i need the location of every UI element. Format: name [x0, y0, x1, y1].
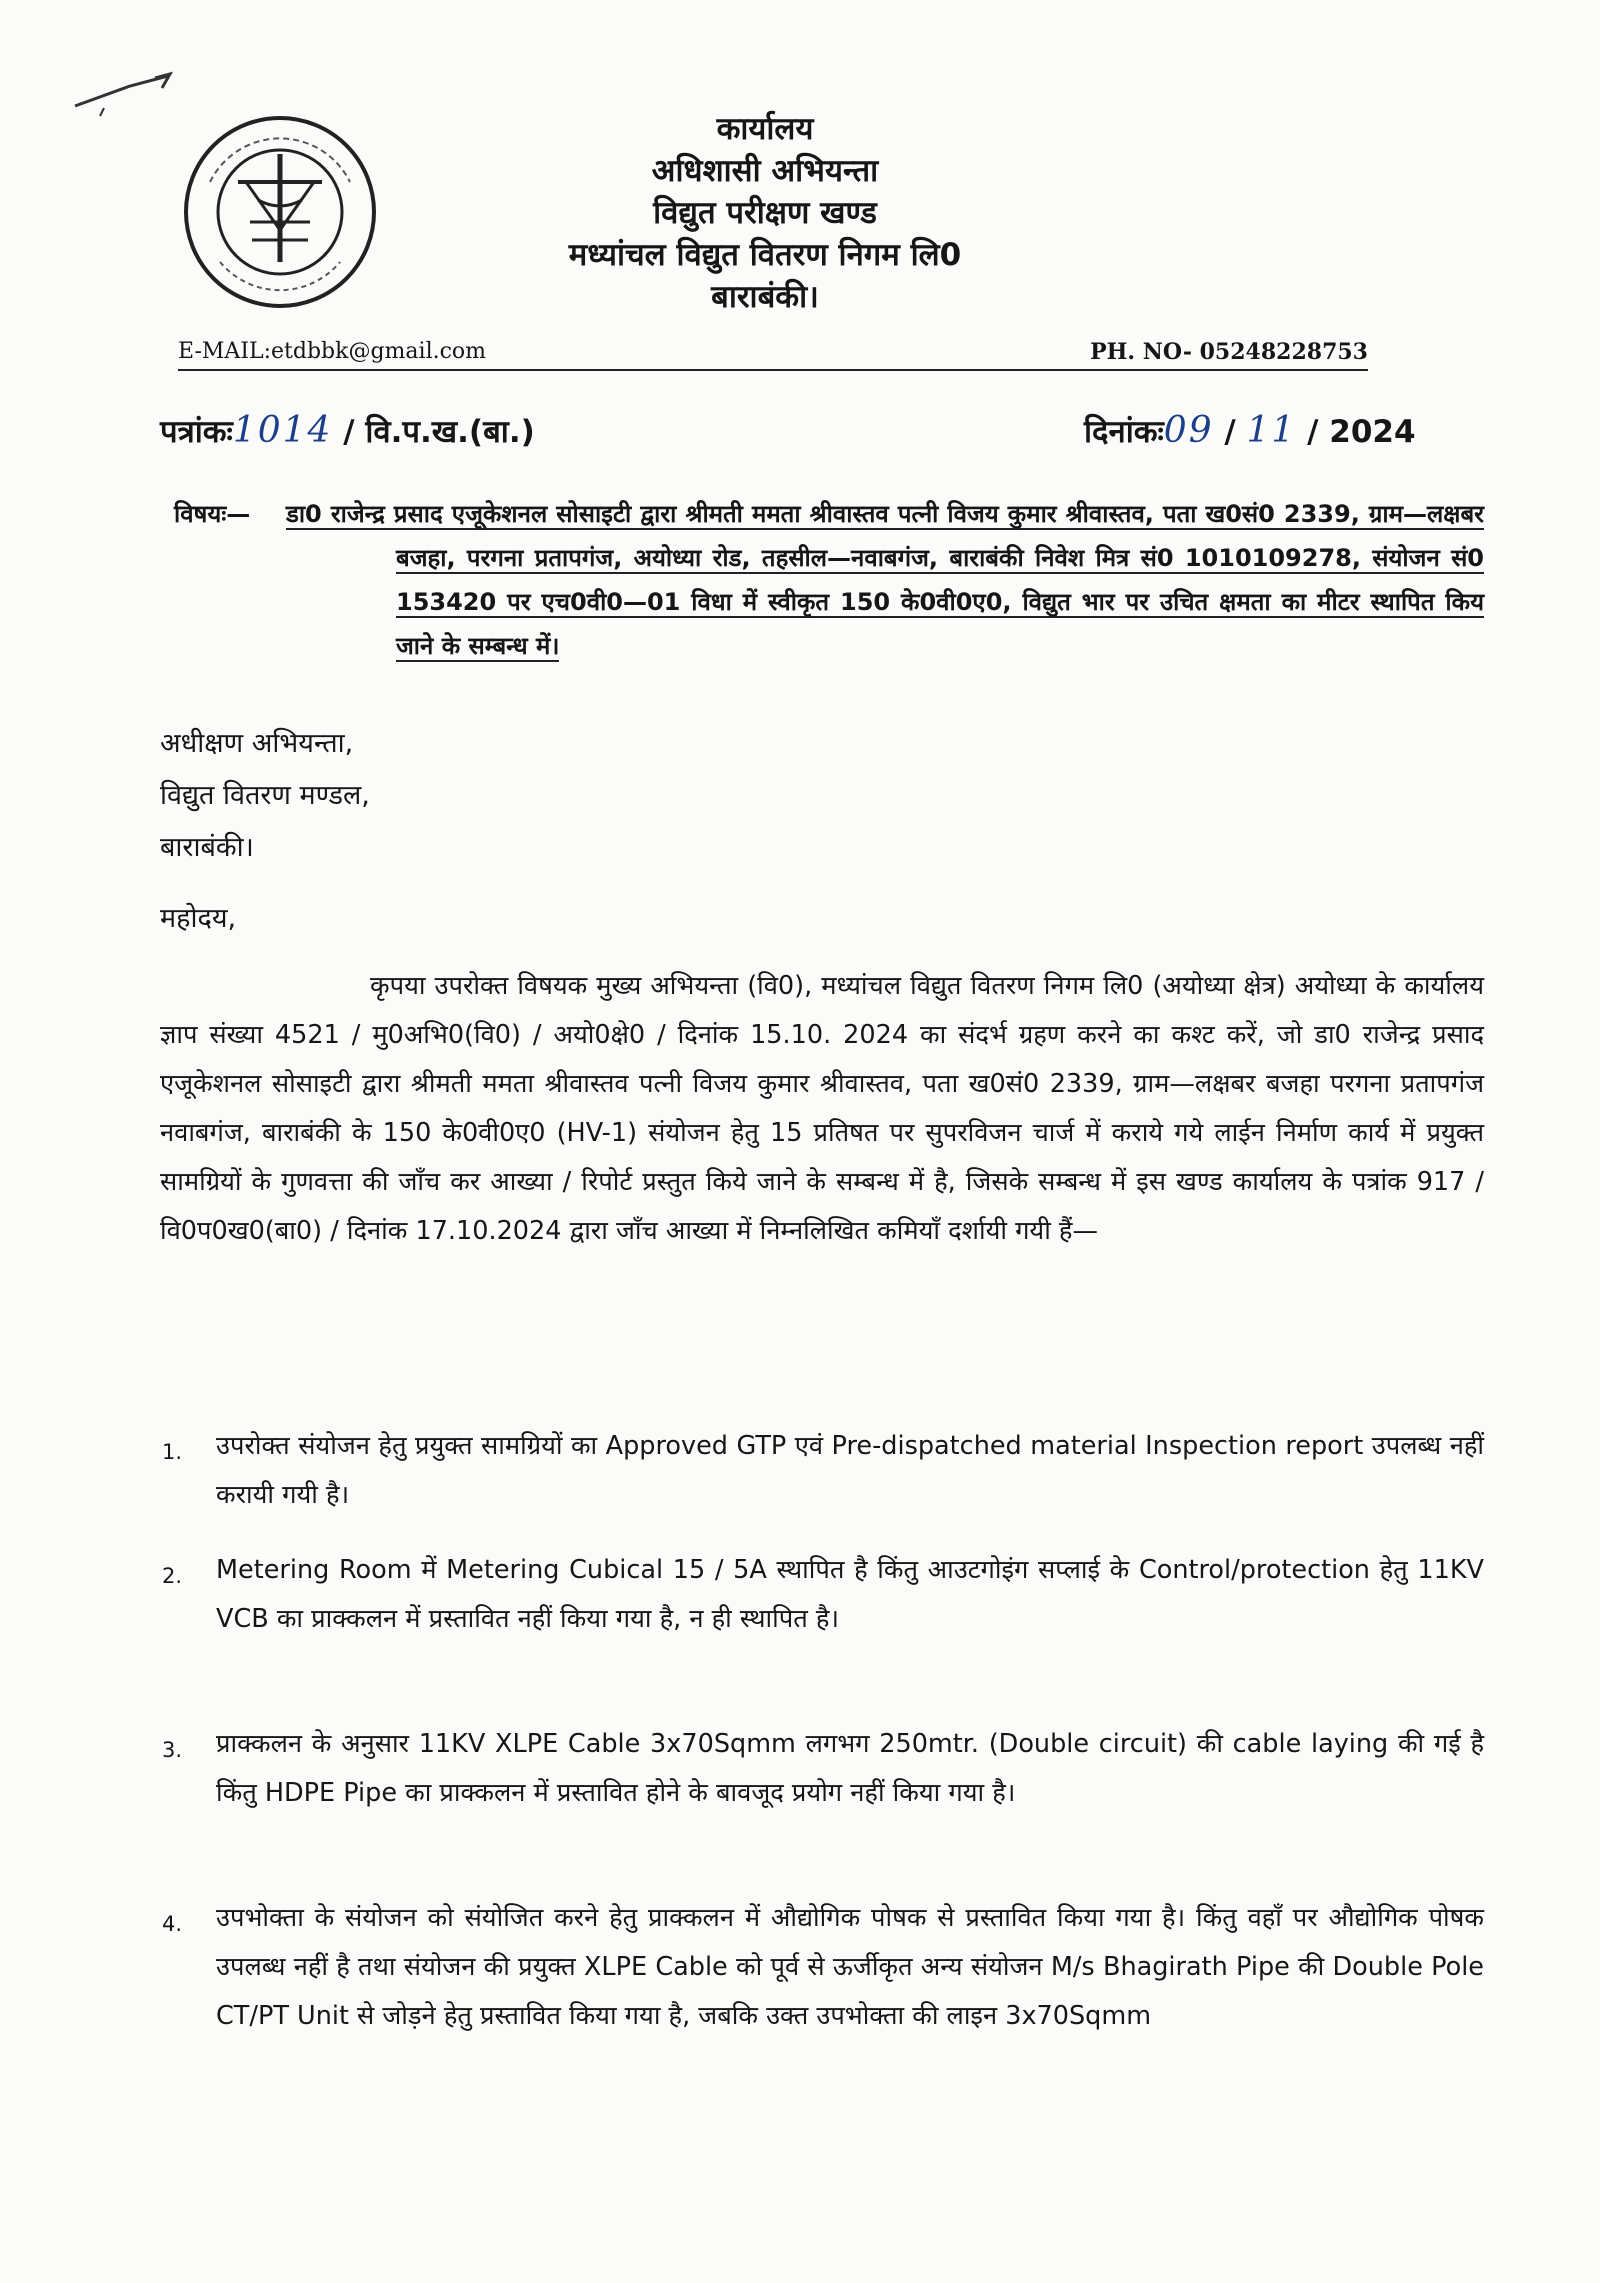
list-item-number: 4.	[162, 1912, 183, 1936]
list-item-number: 1.	[162, 1440, 183, 1464]
list-item-text: प्राक्कलन के अनुसार 11KV XLPE Cable 3x70Sqmm लगभग 250mtr. (Double circuit) की cable laying की गई है किंतु HDPE Pipe का प्राक्कलन में प्रस्तावित होने के बावजूद प्रयोग नहीं किया गया है।	[216, 1729, 1484, 1808]
body-paragraph: कृपया उपरोक्त विषयक मुख्य अभियन्ता (वि0), मध्यांचल विद्युत वितरण निगम लि0 (अयोध्या क्षेत्र) अयोध्या के कार्यालय ज्ञाप संख्या 4521 / मु0अभि0(वि0) / अयो0क्षे0 / दिनांक 15.10. 2024 का संदर्भ ग्रहण करने का कश्ट करें, जो डा0 राजेन्द्र प्रसाद एजूकेशनल सोसाइटी द्वारा श्रीमती ममता श्रीवास्तव पत्नी विजय कुमार श्रीवास्तव, पता ख0सं0 2339, ग्राम—लक्षबर बजहा परगना प्रतापगंज नवाबगंज, बाराबंकी के 150 के0वी0ए0 (HV-1) संयोजन हेतु 15 प्रतिषत पर सुपरविजन चार्ज में कराये गये लाईन निर्माण कार्य में प्रयुक्त सामग्रियों के गुणवत्ता की जाँच कर आख्या / रिपोर्ट प्रस्तुत किये जाने के सम्बन्ध में है, जिसके सम्बन्ध में इस खण्ड कार्यालय के पत्रांक 917 / वि0प0ख0(बा0) / दिनांक 17.10.2024 द्वारा जाँच आख्या में निम्नलिखित कमियाँ दर्शायी गयी हैं—	[160, 971, 1484, 1246]
addressee-line-1: अधीक्षण अभियन्ता,	[160, 728, 354, 759]
date-label: दिनांकः	[1084, 414, 1164, 450]
header-line-4: मध्यांचल विद्युत वितरण निगम लि0	[568, 237, 962, 273]
header-line-2: अधिशासी अभियन्ता	[651, 153, 879, 189]
phone-number: PH. NO- 05248228753	[1090, 339, 1368, 365]
addressee-block	[160, 718, 370, 874]
company-seal-logo	[180, 112, 380, 312]
addressee-line-3: बाराबंकी।	[160, 832, 254, 863]
list-item-number: 2.	[162, 1564, 183, 1588]
pen-mark	[70, 68, 180, 118]
header-line-1: कार्यालय	[716, 111, 814, 147]
reference-number	[160, 410, 535, 452]
salutation: महोदय,	[160, 903, 237, 934]
subject-text-content: डा0 राजेन्द्र प्रसाद एजूकेशनल सोसाइटी द्वारा श्रीमती ममता श्रीवास्तव पत्नी विजय कुमार श्रीवास्तव, पता ख0सं0 2339, ग्राम—लक्षबर बजहा, परगना प्रतापगंज, अयोध्या रोड, तहसील—नवाबगंज, बाराबंकी निवेश मित्र सं0 1010109278, संयोजन सं0 153420 पर एच0वी0—01 विधा में स्वीकृत 150 के0वी0ए0, विद्युत भार पर उचित क्षमता का मीटर स्थापित किय जाने के सम्बन्ध में।	[286, 500, 1484, 660]
header-line-5: बाराबंकी।	[711, 279, 819, 315]
addressee-line-2: विद्युत वितरण मण्डल,	[160, 780, 370, 811]
list-item-text: उपरोक्त संयोजन हेतु प्रयुक्त सामग्रियों का Approved GTP एवं Pre-dispatched material Inspection report उपलब्ध नहीं करायी गयी है।	[216, 1431, 1484, 1510]
office-header	[540, 108, 990, 318]
list-item-text: उपभोक्ता के संयोजन को संयोजित करने हेतु प्राक्कलन में औद्योगिक पोषक से प्रस्तावित किया गया है। किंतु वहाँ पर औद्योगिक पोषक उपलब्ध नहीं है तथा संयोजन की प्रयुक्त XLPE Cable को पूर्व से ऊर्जीकृत अन्य संयोजन M/s Bhagirath Pipe की Double Pole CT/PT Unit से जोड़ने हेतु प्रस्तावित किया गया है, जबकि उक्त उपभोक्ता की लाइन 3x70Sqmm	[216, 1903, 1484, 2031]
contact-bar	[178, 335, 1368, 371]
date-year: 2024	[1329, 414, 1416, 450]
date-day-handwritten: 09	[1163, 410, 1214, 451]
subject-text	[286, 492, 1484, 668]
email-address: E-MAIL:etdbbk@gmail.com	[178, 339, 487, 364]
list-item-number: 3.	[162, 1738, 183, 1762]
list-item-text: Metering Room में Metering Cubical 15 / 5A स्थापित है किंतु आउटगोइंग सप्लाई के Control/protection हेतु 11KV VCB का प्राक्कलन में प्रस्तावित नहीं किया गया है, न ही स्थापित है।	[216, 1555, 1484, 1634]
date-month-handwritten: 11	[1246, 410, 1297, 451]
reference-label: पत्रांकः	[160, 414, 233, 450]
reference-suffix: / वि.प.ख.(बा.)	[343, 414, 535, 450]
letter-date: दिनांकः09 / 11 / 2024	[1084, 410, 1416, 451]
subject-label: विषयः—	[174, 500, 251, 528]
header-line-3: विद्युत परीक्षण खण्ड	[653, 195, 877, 231]
reference-handwritten-number: 1014	[232, 410, 333, 451]
